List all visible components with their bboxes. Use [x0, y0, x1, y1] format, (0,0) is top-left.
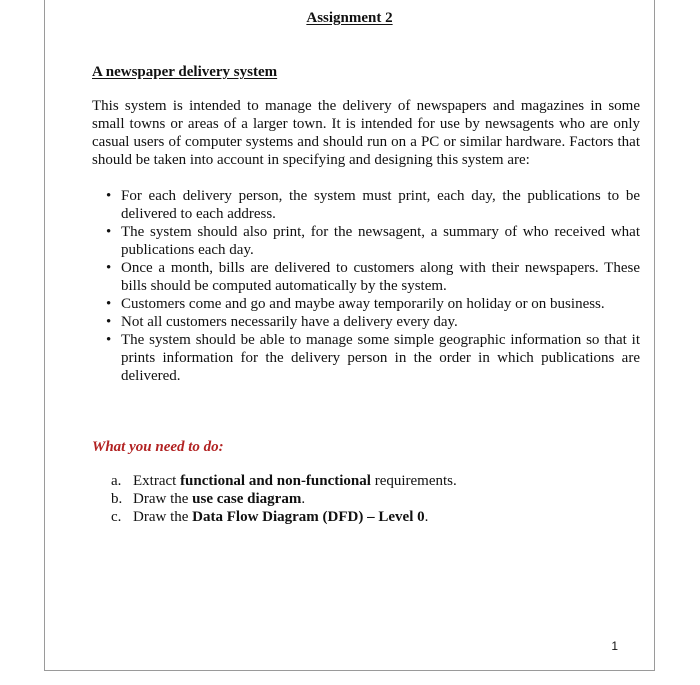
document-page [44, 0, 655, 671]
bullet-icon: • [106, 314, 112, 330]
task-marker: c. [111, 509, 122, 525]
bullet-icon: • [106, 188, 112, 204]
bullet-icon: • [106, 332, 112, 348]
todo-heading: What you need to do: [92, 439, 224, 455]
list-item-text: The system should also print, for the newsagent, a summary of who received what publications each day. [121, 224, 640, 258]
task-text-bold: functional and non-functional [180, 473, 371, 489]
list-item [103, 331, 640, 385]
page-title: Assignment 2 [306, 10, 393, 26]
task-list [111, 472, 457, 526]
bullet-icon: • [106, 224, 112, 240]
intro-paragraph: This system is intended to manage the delivery of newspapers and magazines in some small towns or areas of a larger town. It is intended for use by newsagents who are only casual users of computer systems and should run on a PC or similar hardware. Factors that should be taken into account in specifying and designing this system are: [92, 98, 640, 168]
list-item-text: Once a month, bills are delivered to customers along with their newspapers. These bills should be computed automatically by the system. [121, 260, 640, 294]
task-marker: b. [111, 491, 123, 507]
list-item [103, 259, 640, 295]
page-number: 1 [611, 639, 618, 653]
task-item [111, 508, 457, 526]
list-item-text: Customers come and go and maybe away temporarily on holiday or on business. [121, 296, 605, 312]
task-item [111, 490, 457, 508]
task-text-bold: Data Flow Diagram (DFD) – Level 0 [192, 509, 425, 525]
task-item [111, 472, 457, 490]
list-item [103, 295, 640, 313]
task-text-post: . [424, 509, 429, 525]
task-text-post: . [301, 491, 306, 507]
task-text-pre: Draw the [133, 491, 193, 507]
section-heading: A newspaper delivery system [92, 64, 278, 80]
requirements-list [103, 187, 640, 385]
list-item [103, 187, 640, 223]
list-item-text: For each delivery person, the system must print, each day, the publications to be delivered to each address. [121, 188, 640, 222]
list-item [103, 223, 640, 259]
list-item [103, 313, 640, 331]
task-text-pre: Draw the [133, 509, 193, 525]
list-item-text: Not all customers necessarily have a delivery every day. [121, 314, 458, 330]
task-text-bold: use case diagram [192, 491, 302, 507]
task-text-post: requirements. [370, 473, 457, 489]
bullet-icon: • [106, 260, 112, 276]
task-text-pre: Extract [133, 473, 181, 489]
task-marker: a. [111, 473, 122, 489]
list-item-text: The system should be able to manage some simple geographic information so that it prints information for the delivery person in the order in which publications are delivered. [121, 332, 640, 384]
bullet-icon: • [106, 296, 112, 312]
